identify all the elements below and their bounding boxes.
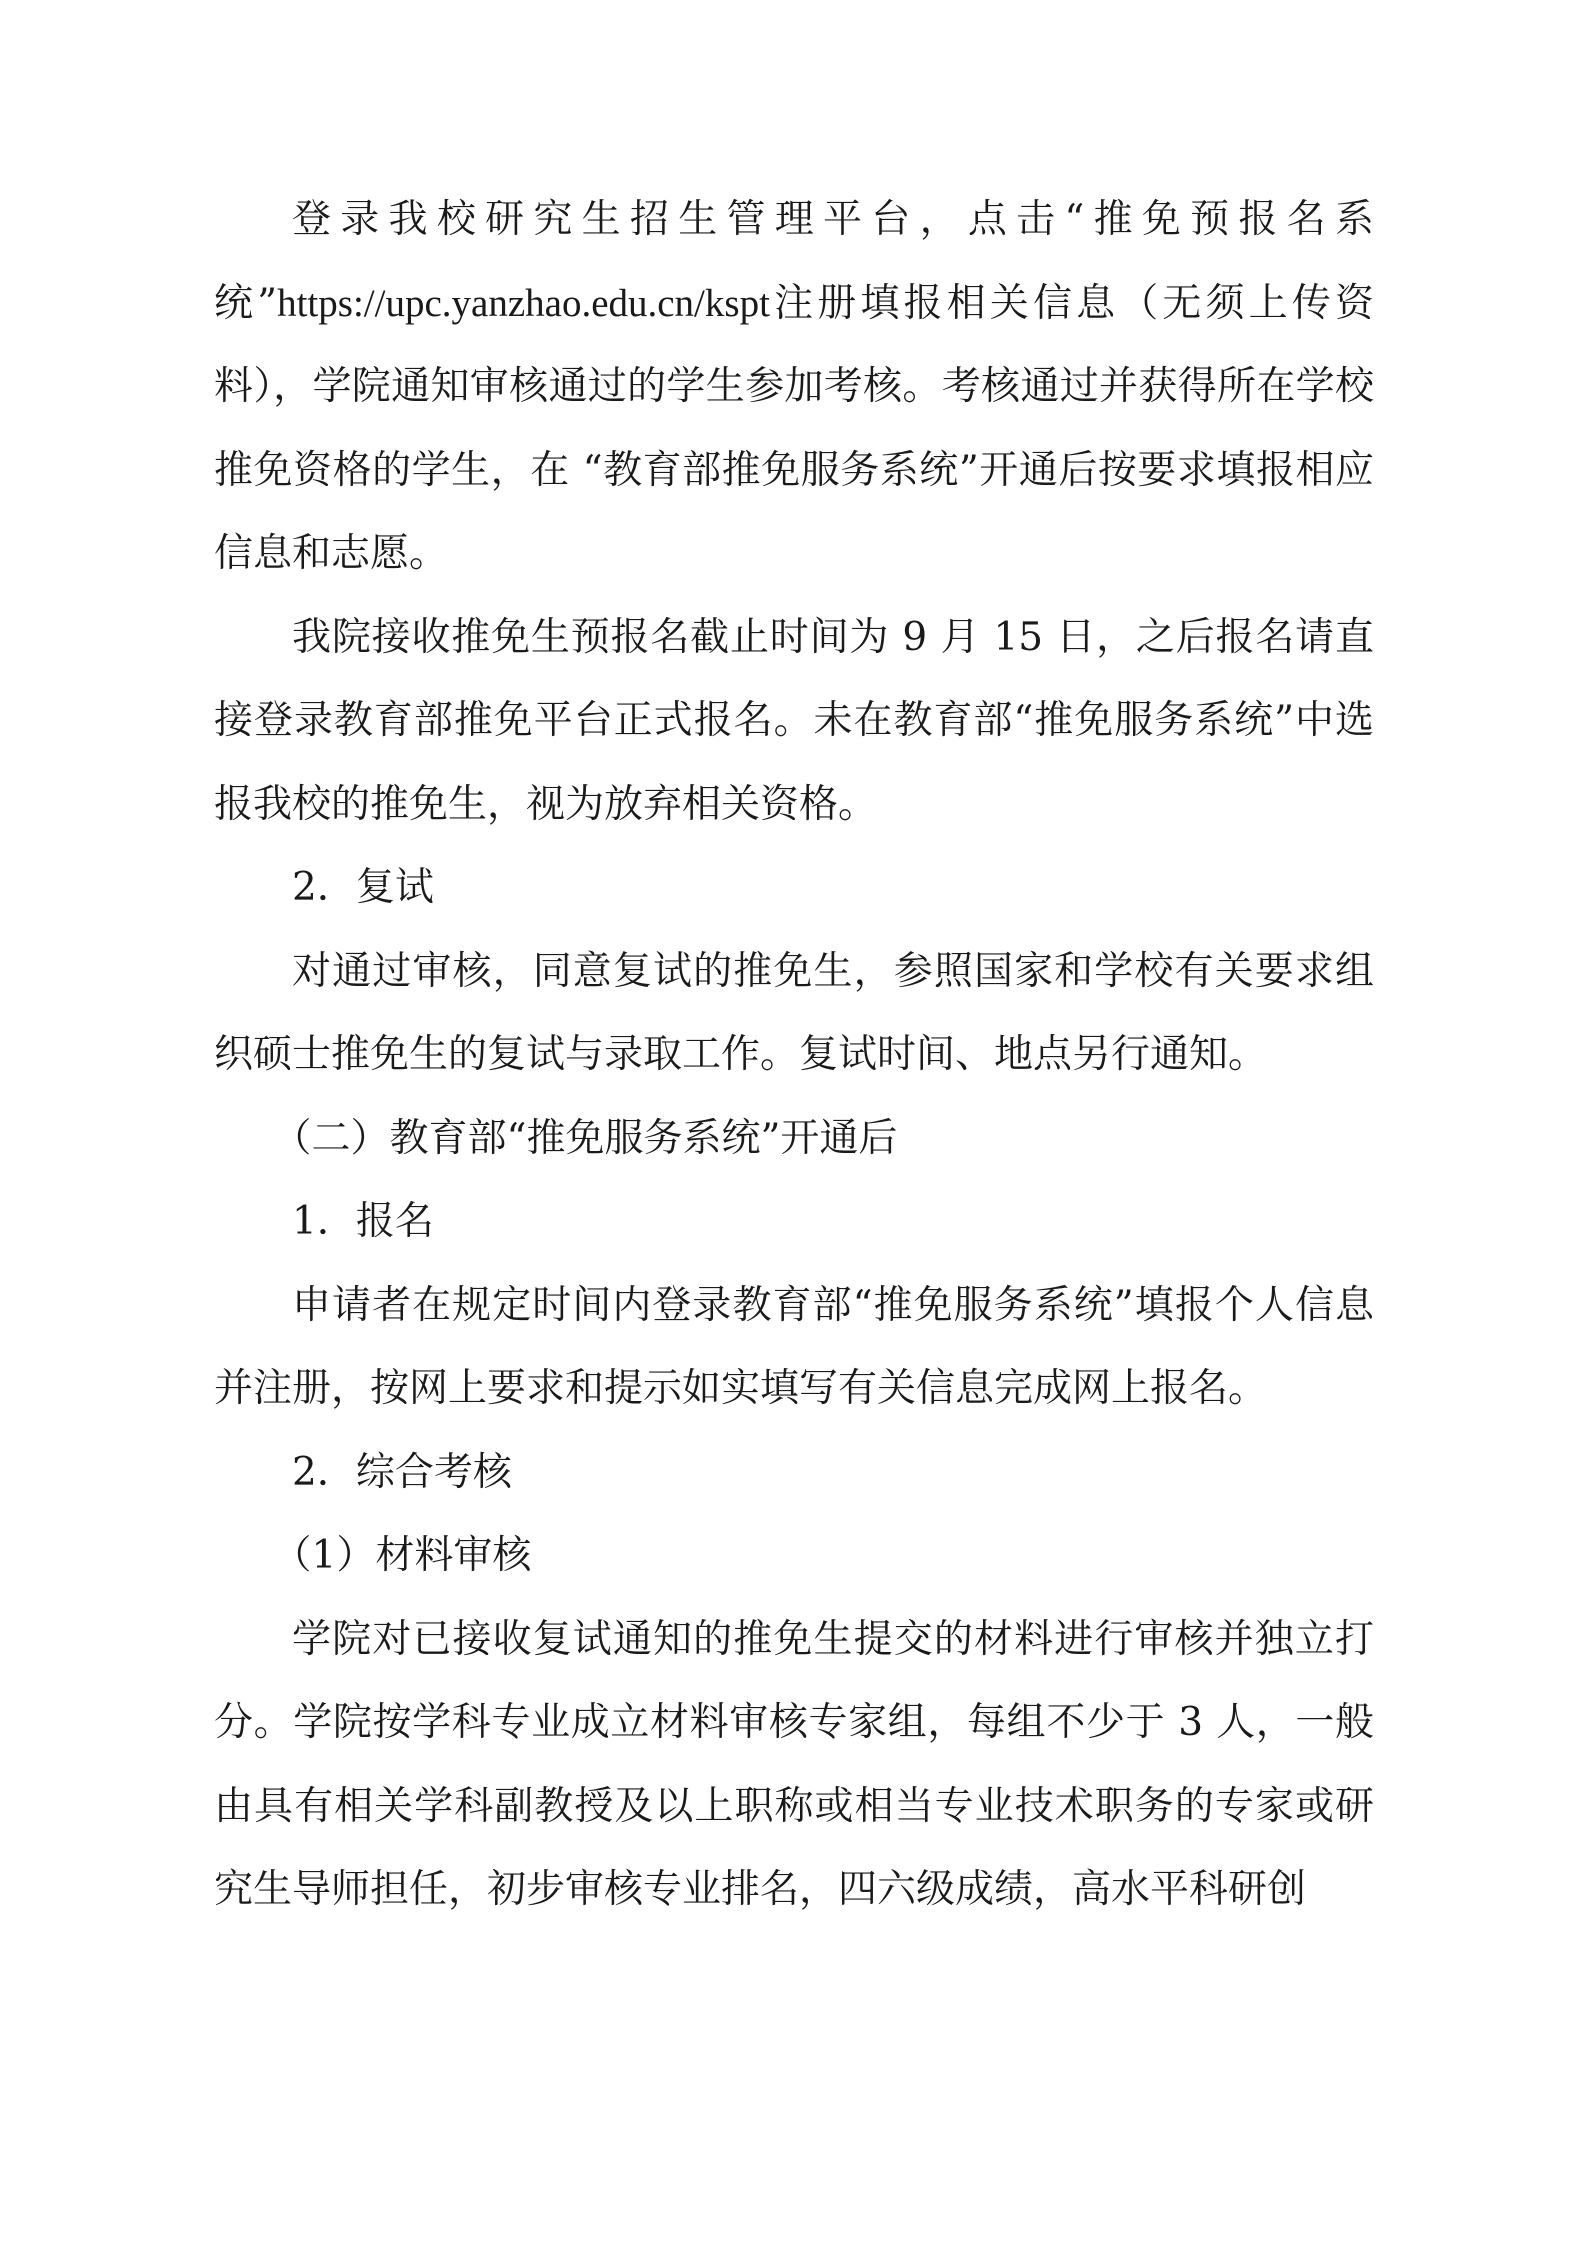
heading-material-review: （1）材料审核 [272, 1533, 532, 1578]
paragraph-text: 注册填报相关信息（无须上传资料），学院通知审核通过的学生参加考核。考核通过并获得所在学校推免资格的学生，在 “教育部推免服务系统”开通后按要求填报相应信息和志愿。 [214, 280, 1374, 576]
heading-registration: 1．报名 [292, 1199, 434, 1244]
paragraph-registration: 申请者在规定时间内登录教育部“推免服务系统”填报个人信息并注册，按网上要求和提示如实填写有关信息完成网上报名。 [214, 1282, 1374, 1411]
paragraph-registration-platform [214, 178, 1374, 596]
registration-url: https://upc.yanzhao.edu.cn/kspt [277, 281, 770, 325]
heading-section-two: （二）教育部“推免服务系统”开通后 [272, 1115, 898, 1161]
paragraph-retest: 对通过审核，同意复试的推免生，参照国家和学校有关要求组织硕士推免生的复试与录取工作。复试时间、地点另行通知。 [214, 948, 1374, 1077]
paragraph-material-review: 学院对已接收复试通知的推免生提交的材料进行审核并独立打分。学院按学科专业成立材料审核专家组，每组不少于 3 人，一般由具有相关学科副教授及以上职称或相当专业技术职务的专家或研究生导师担任，初步审核专业排名，四六级成绩，高水平科研创 [214, 1616, 1374, 1912]
paragraph-text: 登录我校研究生招生管理平台，点击“推免预报名系统” [214, 197, 1374, 326]
heading-comprehensive-assessment: 2．综合考核 [292, 1449, 512, 1495]
paragraph-registration-deadline: 我院接收推免生预报名截止时间为 9 月 15 日，之后报名请直接登录教育部推免平台正式报名。未在教育部“推免服务系统”中选报我校的推免生，视为放弃相关资格。 [214, 614, 1374, 827]
heading-retest: 2．复试 [292, 865, 434, 910]
document-body [214, 178, 1374, 1932]
